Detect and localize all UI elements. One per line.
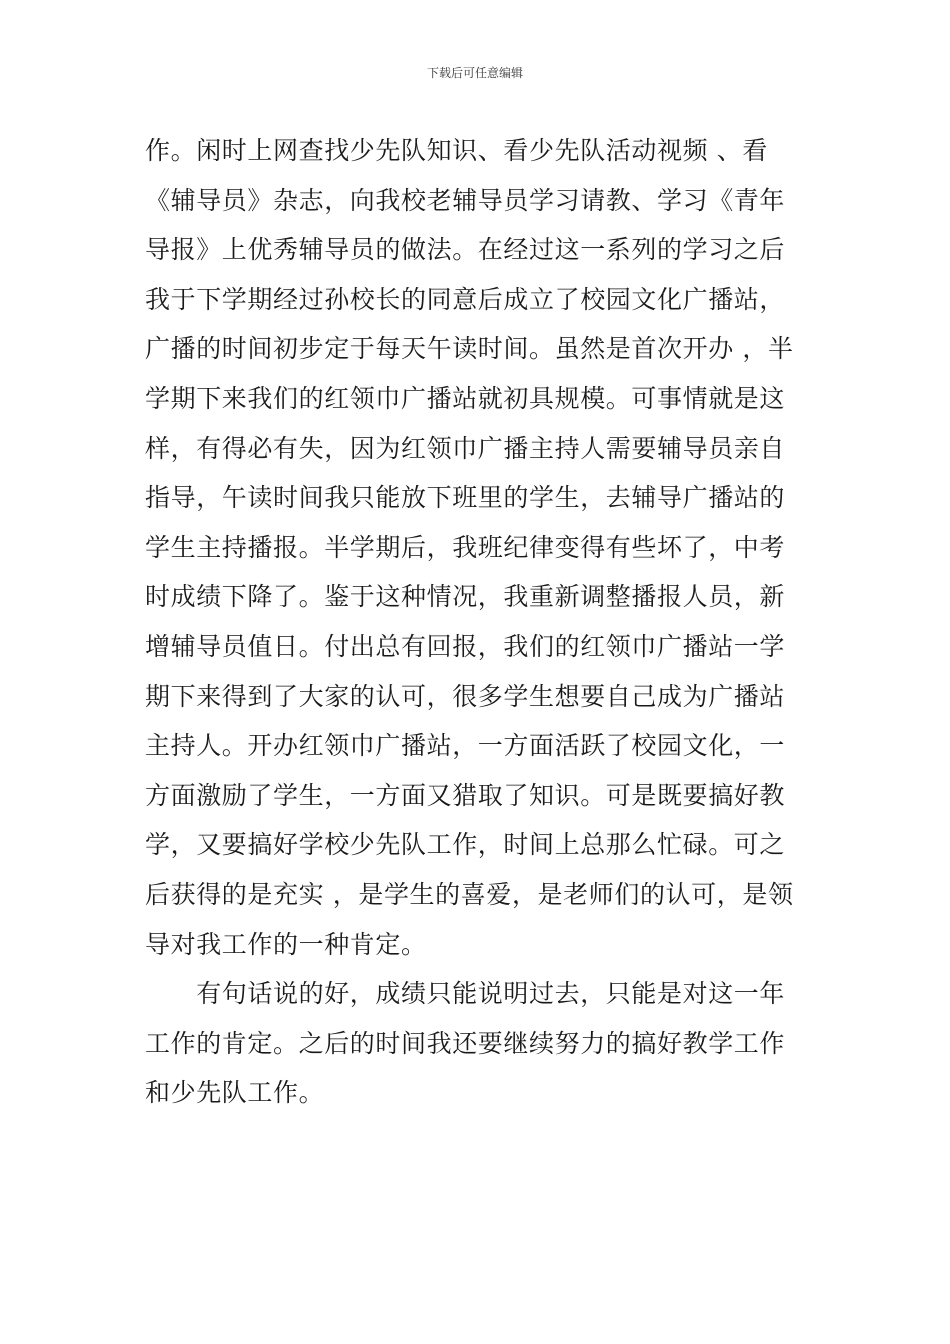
text-line: 我于下学期经过孙校长的同意后成立了校园文化广播站， xyxy=(145,284,786,314)
text-line: 导对我工作的一种肯定。 xyxy=(145,929,427,959)
text-line: 方面激励了学生，一方面又猎取了知识。可是既要搞好教 xyxy=(145,780,786,810)
text-line: 导报》上优秀辅导员的做法。在经过这一系列的学习之后 xyxy=(145,235,786,265)
page-header: 下载后可任意编辑 xyxy=(426,66,523,80)
text-line: 主持人。开办红领巾广播站，一方面活跃了校园文化，一 xyxy=(145,731,786,761)
text-line: 广播的时间初步定于每天午读时间。虽然是首次开办 ，半 xyxy=(145,334,794,364)
text-line: 期下来得到了大家的认可，很多学生想要自己成为广播站 xyxy=(145,681,786,711)
text-line: 学期下来我们的红领巾广播站就初具规模。可事情就是这 xyxy=(145,383,786,413)
text-line: 作。闲时上网查找少先队知识、看少先队活动视频 、看 xyxy=(145,136,768,165)
body-text xyxy=(145,126,810,1118)
text-line: 增辅导员值日。付出总有回报，我们的红领巾广播站一学 xyxy=(145,631,786,661)
text-line: 学，又要搞好学校少先队工作，时间上总那么忙碌。可之 xyxy=(145,830,786,860)
text-line: 和少先队工作。 xyxy=(145,1078,325,1108)
text-line: 时成绩下降了。鉴于这种情况，我重新调整播报人员，新 xyxy=(145,582,786,612)
text-line: 工作的肯定。之后的时间我还要继续努力的搞好教学工作 xyxy=(145,1028,786,1058)
text-line: 学生主持播报。半学期后，我班纪律变得有些坏了，中考 xyxy=(145,532,786,562)
text-line: 《辅导员》杂志，向我校老辅导员学习请教、学习《青年 xyxy=(145,185,786,215)
text-line: 指导，午读时间我只能放下班里的学生，去辅导广播站的 xyxy=(145,483,786,513)
text-line: 有句话说的好，成绩只能说明过去，只能是对这一年 xyxy=(145,979,786,1009)
text-line: 样，有得必有失，因为红领巾广播主持人需要辅导员亲自 xyxy=(145,433,786,463)
text-line: 后获得的是充实 ，是学生的喜爱，是老师们的认可，是领 xyxy=(145,879,794,909)
